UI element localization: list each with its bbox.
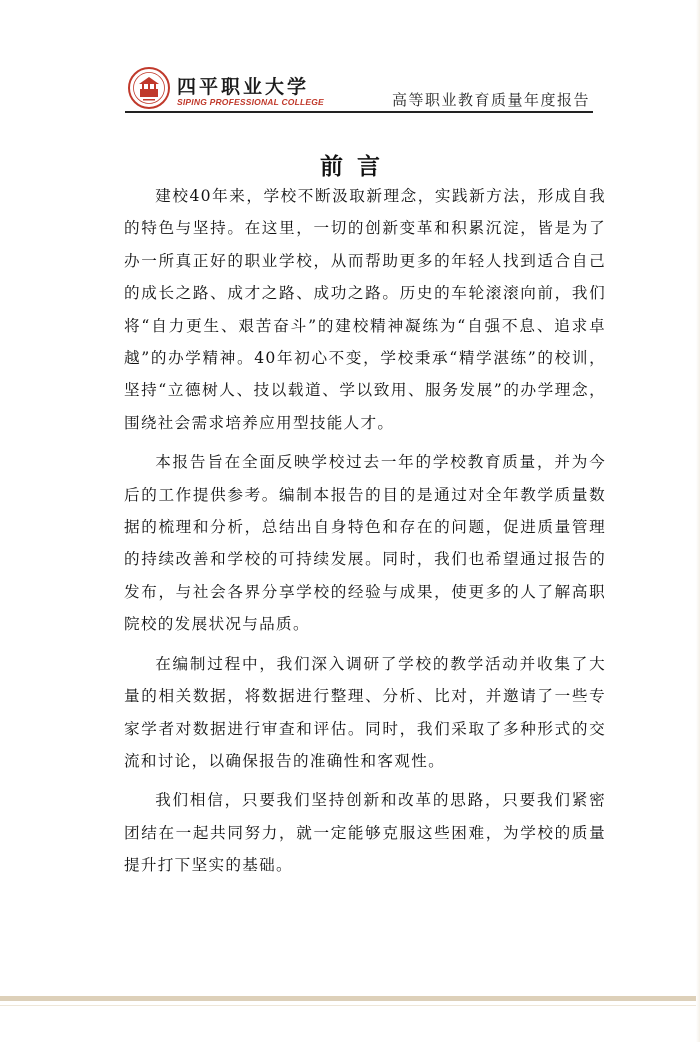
college-logo	[127, 66, 327, 110]
college-seal-icon	[127, 66, 171, 110]
preface-body	[124, 180, 606, 889]
page-edge-shadow	[696, 0, 700, 1042]
footer-divider	[0, 1005, 700, 1006]
page-header	[0, 0, 700, 140]
paragraph-1: 建校40年来，学校不断汲取新理念，实践新方法，形成自我的特色与坚持。在这里，一切的创新变革和积累沉淀，皆是为了办一所真正好的职业学校，从而帮助更多的年轻人找到适合自己的成长之路、成才之路、成功之路。历史的车轮滚滚向前，我们将“自力更生、艰苦奋斗”的建校精神凝练为“自强不息、追求卓越”的办学精神。40年初心不变，学校秉承“精学湛练”的校训，坚持“立德树人、技以载道、学以致用、服务发展”的办学理念，围绕社会需求培养应用型技能人才。	[124, 187, 606, 432]
report-title: 高等职业教育质量年度报告	[391, 91, 590, 109]
college-english-name: SIPING PROFESSIONAL COLLEGE	[177, 97, 324, 107]
footer-band	[0, 996, 700, 1001]
paragraph-2: 本报告旨在全面反映学校过去一年的学校教育质量，并为今后的工作提供参考。编制本报告的目的是通过对全年教学质量数据的梳理和分析，总结出自身特色和存在的问题，促进质量管理的持续改善和学校的可持续发展。同时，我们也希望通过报告的发布，与社会各界分享学校的经验与成果，使更多的人了解高职院校的发展状况与品质。	[124, 453, 606, 634]
page-title: 前言	[320, 154, 394, 180]
college-name: 四平职业大学	[177, 76, 310, 98]
header-divider	[125, 111, 593, 113]
paragraph-3: 在编制过程中，我们深入调研了学校的教学活动并收集了大量的相关数据，将数据进行整理、分析、比对，并邀请了一些专家学者对数据进行审查和评估。同时，我们采取了多种形式的交流和讨论，以确保报告的准确性和客观性。	[124, 654, 606, 770]
paragraph-4: 我们相信，只要我们坚持创新和改革的思路，只要我们紧密团结在一起共同努力，就一定能够克服这些困难，为学校的质量提升打下坚实的基础。	[124, 791, 606, 875]
